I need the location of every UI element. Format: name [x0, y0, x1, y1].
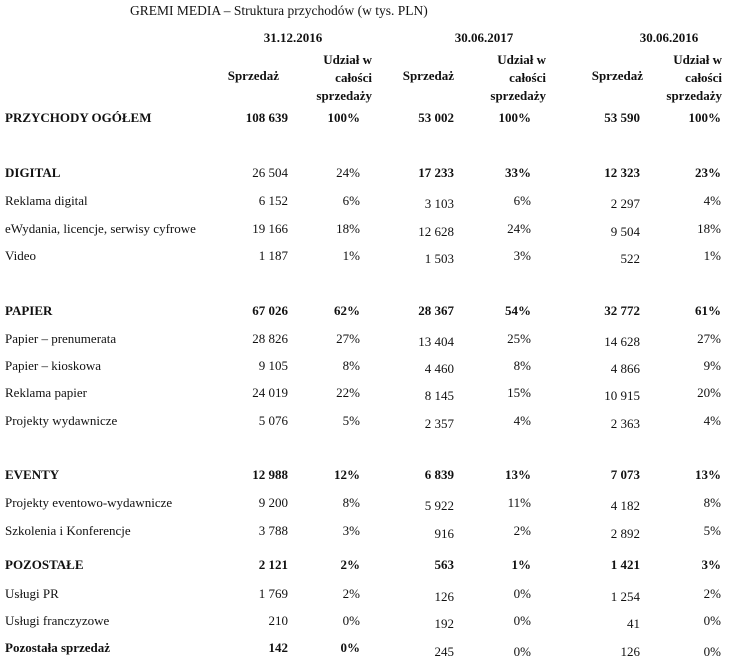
sales-value: 4 866 [610, 361, 640, 376]
row-label: Projekty wydawnicze [5, 413, 118, 428]
sales-header: Sprzedaż [591, 68, 643, 83]
sales-value: 32 772 [604, 303, 640, 318]
sales-value: 67 026 [252, 303, 288, 318]
document-title: GREMI MEDIA – Struktura przychodów (w tys. PLN) [130, 3, 428, 18]
row-label: DIGITAL [5, 165, 61, 180]
share-value: 1% [511, 557, 531, 572]
sales-value: 916 [434, 526, 454, 541]
share-header-line: sprzedaży [490, 88, 546, 103]
share-value: 25% [507, 331, 531, 346]
row-label: Szkolenia i Konferencje [5, 523, 131, 538]
sales-value: 24 019 [252, 385, 288, 400]
period-date: 31.12.2016 [263, 30, 323, 45]
share-value: 3% [701, 557, 721, 572]
sales-value: 4 460 [424, 361, 454, 376]
share-value: 24% [507, 221, 531, 236]
row-label: Projekty eventowo-wydawnicze [5, 495, 173, 510]
sales-value: 2 892 [610, 526, 640, 541]
sales-value: 26 504 [252, 165, 288, 180]
sales-value: 1 421 [610, 557, 640, 572]
row-label: PAPIER [5, 303, 53, 318]
share-header-line: całości [335, 70, 372, 85]
share-value: 100% [688, 110, 721, 125]
share-value: 6% [342, 193, 360, 208]
sales-value: 210 [268, 613, 288, 628]
share-value: 8% [342, 358, 360, 373]
sales-value: 126 [620, 644, 640, 659]
share-value: 6% [513, 193, 531, 208]
share-value: 0% [513, 586, 531, 601]
sales-value: 2 357 [424, 416, 454, 431]
share-value: 12% [334, 467, 360, 482]
sales-value: 28 367 [418, 303, 454, 318]
share-value: 100% [498, 110, 531, 125]
share-value: 11% [507, 495, 531, 510]
share-value: 1% [703, 248, 721, 263]
row-label: Pozostała sprzedaż [5, 640, 111, 655]
row-label: PRZYCHODY OGÓŁEM [5, 110, 152, 125]
share-value: 8% [342, 495, 360, 510]
sales-value: 2 121 [258, 557, 288, 572]
share-value: 27% [697, 331, 721, 346]
share-value: 0% [513, 644, 531, 659]
row-label: Usługi PR [5, 586, 59, 601]
sales-value: 1 769 [258, 586, 288, 601]
share-value: 8% [703, 495, 721, 510]
share-header-line: Udział w [497, 52, 546, 67]
share-value: 61% [695, 303, 721, 318]
share-value: 18% [697, 221, 721, 236]
sales-value: 7 073 [610, 467, 640, 482]
sales-value: 5 922 [424, 498, 454, 513]
sales-value: 522 [620, 251, 640, 266]
sales-value: 28 826 [252, 331, 288, 346]
sales-value: 13 404 [418, 334, 454, 349]
share-value: 13% [695, 467, 721, 482]
sales-value: 2 363 [610, 416, 640, 431]
share-value: 5% [703, 523, 721, 538]
sales-value: 1 503 [424, 251, 454, 266]
share-value: 13% [505, 467, 531, 482]
share-header-line: sprzedaży [666, 88, 722, 103]
share-value: 0% [340, 640, 360, 655]
share-value: 100% [327, 110, 360, 125]
sales-value: 6 839 [424, 467, 454, 482]
share-value: 3% [342, 523, 360, 538]
sales-value: 12 323 [604, 165, 640, 180]
sales-value: 17 233 [418, 165, 454, 180]
sales-value: 3 788 [258, 523, 288, 538]
sales-value: 4 182 [610, 498, 640, 513]
share-header-line: Udział w [673, 52, 722, 67]
share-value: 3% [513, 248, 531, 263]
share-value: 4% [703, 413, 721, 428]
sales-value: 41 [627, 616, 640, 631]
row-label: Papier – prenumerata [5, 331, 117, 346]
share-value: 18% [336, 221, 360, 236]
share-value: 15% [507, 385, 531, 400]
share-value: 23% [695, 165, 721, 180]
sales-header: Sprzedaż [227, 68, 279, 83]
share-value: 20% [697, 385, 721, 400]
row-label: POZOSTAŁE [5, 557, 84, 572]
period-date: 30.06.2017 [454, 30, 514, 45]
sales-value: 563 [434, 557, 454, 572]
share-value: 4% [703, 193, 721, 208]
share-value: 2% [703, 586, 721, 601]
share-value: 8% [513, 358, 531, 373]
sales-value: 3 103 [424, 196, 454, 211]
row-label: eWydania, licencje, serwisy cyfrowe [5, 221, 196, 236]
share-header-line: całości [685, 70, 722, 85]
sales-value: 192 [434, 616, 454, 631]
row-label: Usługi franczyzowe [5, 613, 110, 628]
sales-value: 6 152 [258, 193, 288, 208]
period-date: 30.06.2016 [639, 30, 699, 45]
share-value: 0% [703, 644, 721, 659]
share-value: 2% [340, 557, 360, 572]
share-value: 5% [342, 413, 360, 428]
share-header-line: sprzedaży [316, 88, 372, 103]
share-value: 2% [342, 586, 360, 601]
sales-value: 5 076 [258, 413, 288, 428]
share-value: 24% [336, 165, 360, 180]
sales-value: 108 639 [245, 110, 288, 125]
sales-value: 9 504 [610, 224, 640, 239]
share-value: 22% [336, 385, 360, 400]
share-header-line: całości [509, 70, 546, 85]
share-value: 62% [334, 303, 360, 318]
sales-value: 1 187 [258, 248, 288, 263]
row-label: Reklama digital [5, 193, 88, 208]
sales-value: 142 [268, 640, 288, 655]
row-label: Papier – kioskowa [5, 358, 102, 373]
row-label: EVENTY [5, 467, 60, 482]
sales-value: 2 297 [610, 196, 640, 211]
sales-value: 53 002 [418, 110, 454, 125]
sales-value: 126 [434, 589, 454, 604]
sales-value: 8 145 [424, 388, 454, 403]
sales-value: 9 105 [258, 358, 288, 373]
row-label: Reklama papier [5, 385, 87, 400]
share-value: 9% [703, 358, 721, 373]
share-value: 0% [513, 613, 531, 628]
sales-header: Sprzedaż [402, 68, 454, 83]
sales-value: 12 988 [252, 467, 288, 482]
share-value: 33% [505, 165, 531, 180]
sales-value: 10 915 [604, 388, 640, 403]
sales-value: 9 200 [258, 495, 288, 510]
sales-value: 19 166 [252, 221, 288, 236]
sales-value: 14 628 [604, 334, 640, 349]
share-value: 2% [513, 523, 531, 538]
sales-value: 245 [434, 644, 454, 659]
sales-value: 53 590 [604, 110, 640, 125]
sales-value: 1 254 [610, 589, 640, 604]
share-value: 0% [342, 613, 360, 628]
row-label: Video [5, 248, 36, 263]
share-header-line: Udział w [323, 52, 372, 67]
share-value: 0% [703, 613, 721, 628]
sales-value: 12 628 [418, 224, 454, 239]
share-value: 4% [513, 413, 531, 428]
share-value: 54% [505, 303, 531, 318]
share-value: 27% [336, 331, 360, 346]
share-value: 1% [342, 248, 360, 263]
